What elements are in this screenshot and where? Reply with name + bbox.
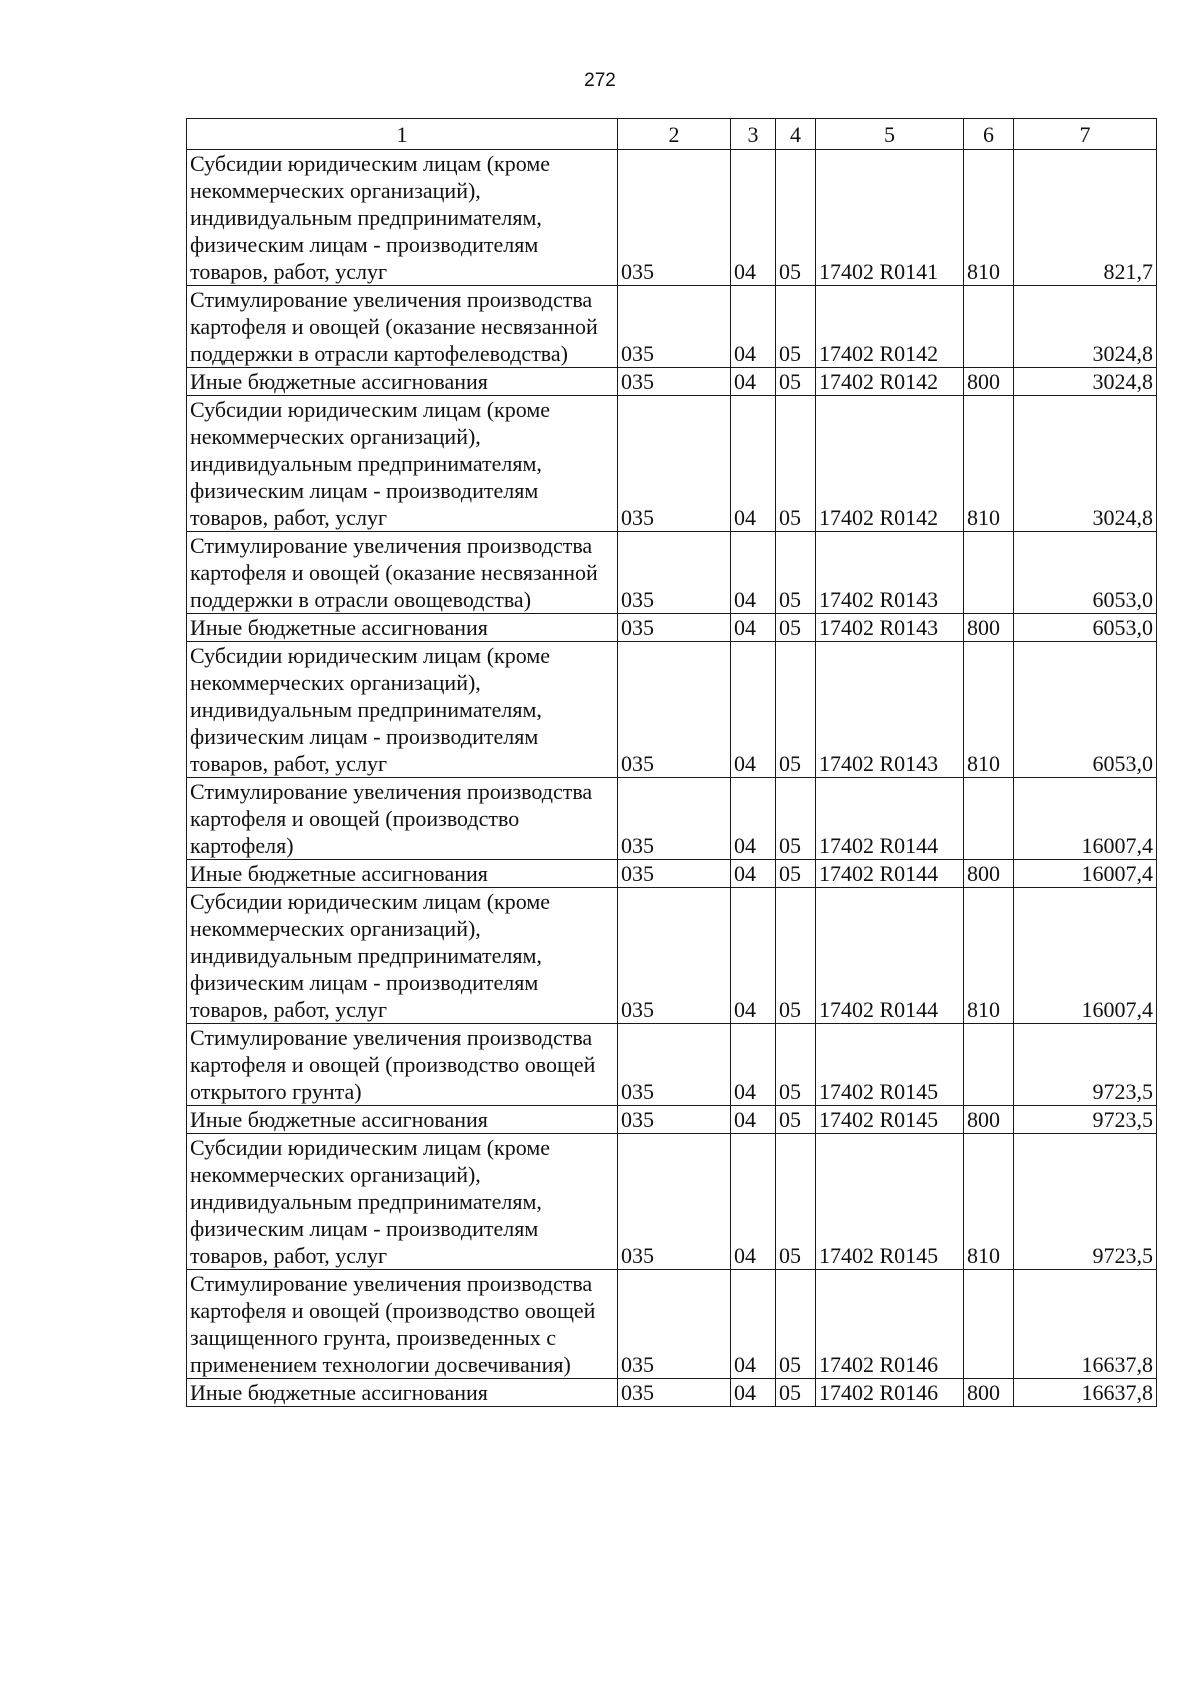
cell-code-3: 04 [731, 642, 776, 778]
cell-code-6: 810 [964, 396, 1014, 532]
cell-amount: 16637,8 [1014, 1379, 1157, 1407]
cell-name: Стимулирование увеличения производства картофеля и овощей (производство овощей защищенного грунта, произведенных с применением технологии досвечивания) [187, 1270, 618, 1379]
table-row [187, 1134, 1157, 1270]
cell-amount: 16007,4 [1014, 860, 1157, 888]
table-row [187, 778, 1157, 860]
cell-code-4: 05 [776, 1270, 816, 1379]
cell-code-2: 035 [618, 1270, 731, 1379]
cell-code-6 [964, 778, 1014, 860]
cell-code-5: 17402 R0142 [816, 396, 964, 532]
cell-code-5: 17402 R0145 [816, 1134, 964, 1270]
cell-code-3: 04 [731, 614, 776, 642]
header-cell-1: 1 [187, 119, 618, 150]
cell-name: Стимулирование увеличения производства картофеля и овощей (производство овощей открытого грунта) [187, 1024, 618, 1106]
cell-name: Субсидии юридическим лицам (кроме некоммерческих организаций), индивидуальным предпринимателям, физическим лицам - производителям товаров, работ, услуг [187, 642, 618, 778]
cell-code-4: 05 [776, 532, 816, 614]
cell-code-4: 05 [776, 1379, 816, 1407]
cell-name: Иные бюджетные ассигнования [187, 614, 618, 642]
header-cell-6: 6 [964, 119, 1014, 150]
header-cell-4: 4 [776, 119, 816, 150]
cell-code-2: 035 [618, 642, 731, 778]
cell-code-6 [964, 532, 1014, 614]
cell-name: Иные бюджетные ассигнования [187, 1106, 618, 1134]
cell-code-4: 05 [776, 396, 816, 532]
table-row [187, 1024, 1157, 1106]
cell-code-3: 04 [731, 778, 776, 860]
cell-code-2: 035 [618, 368, 731, 396]
cell-code-3: 04 [731, 1379, 776, 1407]
cell-code-2: 035 [618, 532, 731, 614]
cell-code-4: 05 [776, 368, 816, 396]
header-cell-2: 2 [618, 119, 731, 150]
cell-code-4: 05 [776, 778, 816, 860]
cell-code-3: 04 [731, 396, 776, 532]
cell-code-2: 035 [618, 1134, 731, 1270]
cell-code-2: 035 [618, 1379, 731, 1407]
cell-code-3: 04 [731, 368, 776, 396]
cell-amount: 16637,8 [1014, 1270, 1157, 1379]
cell-code-5: 17402 R0144 [816, 888, 964, 1024]
cell-name: Стимулирование увеличения производства картофеля и овощей (оказание несвязанной поддержки в отрасли картофелеводства) [187, 286, 618, 368]
header-cell-5: 5 [816, 119, 964, 150]
header-cell-3: 3 [731, 119, 776, 150]
cell-code-5: 17402 R0142 [816, 368, 964, 396]
cell-code-5: 17402 R0146 [816, 1270, 964, 1379]
cell-name: Субсидии юридическим лицам (кроме некоммерческих организаций), индивидуальным предпринимателям, физическим лицам - производителям товаров, работ, услуг [187, 150, 618, 286]
table-row [187, 614, 1157, 642]
cell-code-6 [964, 1270, 1014, 1379]
cell-amount: 821,7 [1014, 150, 1157, 286]
cell-code-5: 17402 R0143 [816, 642, 964, 778]
table-row [187, 1379, 1157, 1407]
cell-code-3: 04 [731, 1024, 776, 1106]
cell-code-3: 04 [731, 286, 776, 368]
cell-code-3: 04 [731, 888, 776, 1024]
cell-code-6 [964, 286, 1014, 368]
page-number: 272 [584, 70, 616, 91]
budget-table [186, 118, 1157, 1407]
cell-code-4: 05 [776, 1106, 816, 1134]
table-row [187, 532, 1157, 614]
cell-code-5: 17402 R0144 [816, 778, 964, 860]
cell-amount: 3024,8 [1014, 396, 1157, 532]
cell-code-4: 05 [776, 614, 816, 642]
cell-amount: 9723,5 [1014, 1106, 1157, 1134]
cell-amount: 3024,8 [1014, 286, 1157, 368]
cell-code-2: 035 [618, 860, 731, 888]
cell-name: Иные бюджетные ассигнования [187, 368, 618, 396]
cell-amount: 9723,5 [1014, 1134, 1157, 1270]
cell-code-2: 035 [618, 1024, 731, 1106]
cell-amount: 3024,8 [1014, 368, 1157, 396]
cell-code-2: 035 [618, 396, 731, 532]
cell-code-2: 035 [618, 1106, 731, 1134]
cell-name: Иные бюджетные ассигнования [187, 1379, 618, 1407]
cell-code-2: 035 [618, 286, 731, 368]
cell-code-6: 800 [964, 614, 1014, 642]
cell-code-6: 810 [964, 642, 1014, 778]
cell-code-3: 04 [731, 860, 776, 888]
cell-code-6: 800 [964, 1106, 1014, 1134]
cell-code-4: 05 [776, 286, 816, 368]
cell-name: Субсидии юридическим лицам (кроме некоммерческих организаций), индивидуальным предпринимателям, физическим лицам - производителям товаров, работ, услуг [187, 888, 618, 1024]
table-row [187, 1270, 1157, 1379]
cell-code-6: 810 [964, 888, 1014, 1024]
cell-code-2: 035 [618, 150, 731, 286]
cell-name: Стимулирование увеличения производства картофеля и овощей (оказание несвязанной поддержки в отрасли овощеводства) [187, 532, 618, 614]
table-row [187, 396, 1157, 532]
table-row [187, 860, 1157, 888]
table-row [187, 1106, 1157, 1134]
cell-amount: 9723,5 [1014, 1024, 1157, 1106]
cell-code-5: 17402 R0146 [816, 1379, 964, 1407]
cell-amount: 6053,0 [1014, 614, 1157, 642]
cell-code-5: 17402 R0145 [816, 1024, 964, 1106]
cell-code-4: 05 [776, 860, 816, 888]
cell-code-3: 04 [731, 1134, 776, 1270]
cell-code-4: 05 [776, 1024, 816, 1106]
cell-name: Иные бюджетные ассигнования [187, 860, 618, 888]
table-row [187, 150, 1157, 286]
cell-code-5: 17402 R0142 [816, 286, 964, 368]
cell-code-5: 17402 R0141 [816, 150, 964, 286]
header-cell-7: 7 [1014, 119, 1157, 150]
cell-code-5: 17402 R0144 [816, 860, 964, 888]
cell-code-6: 810 [964, 150, 1014, 286]
cell-amount: 6053,0 [1014, 642, 1157, 778]
cell-code-3: 04 [731, 1106, 776, 1134]
cell-code-6: 810 [964, 1134, 1014, 1270]
cell-code-5: 17402 R0143 [816, 614, 964, 642]
cell-code-3: 04 [731, 532, 776, 614]
cell-code-2: 035 [618, 614, 731, 642]
cell-amount: 16007,4 [1014, 888, 1157, 1024]
cell-code-5: 17402 R0143 [816, 532, 964, 614]
cell-name: Стимулирование увеличения производства картофеля и овощей (производство картофеля) [187, 778, 618, 860]
table-row [187, 888, 1157, 1024]
cell-amount: 16007,4 [1014, 778, 1157, 860]
header-row [187, 119, 1157, 150]
cell-code-3: 04 [731, 150, 776, 286]
cell-code-2: 035 [618, 778, 731, 860]
cell-code-4: 05 [776, 888, 816, 1024]
cell-code-4: 05 [776, 1134, 816, 1270]
table-body [187, 119, 1157, 1407]
cell-code-6: 800 [964, 1379, 1014, 1407]
cell-code-3: 04 [731, 1270, 776, 1379]
cell-code-2: 035 [618, 888, 731, 1024]
cell-code-5: 17402 R0145 [816, 1106, 964, 1134]
cell-code-6: 800 [964, 368, 1014, 396]
cell-amount: 6053,0 [1014, 532, 1157, 614]
cell-name: Субсидии юридическим лицам (кроме некоммерческих организаций), индивидуальным предпринимателям, физическим лицам - производителям товаров, работ, услуг [187, 1134, 618, 1270]
cell-code-4: 05 [776, 150, 816, 286]
cell-code-6 [964, 1024, 1014, 1106]
cell-name: Субсидии юридическим лицам (кроме некоммерческих организаций), индивидуальным предпринимателям, физическим лицам - производителям товаров, работ, услуг [187, 396, 618, 532]
cell-code-4: 05 [776, 642, 816, 778]
cell-code-6: 800 [964, 860, 1014, 888]
table-row [187, 286, 1157, 368]
table-row [187, 642, 1157, 778]
table-row [187, 368, 1157, 396]
